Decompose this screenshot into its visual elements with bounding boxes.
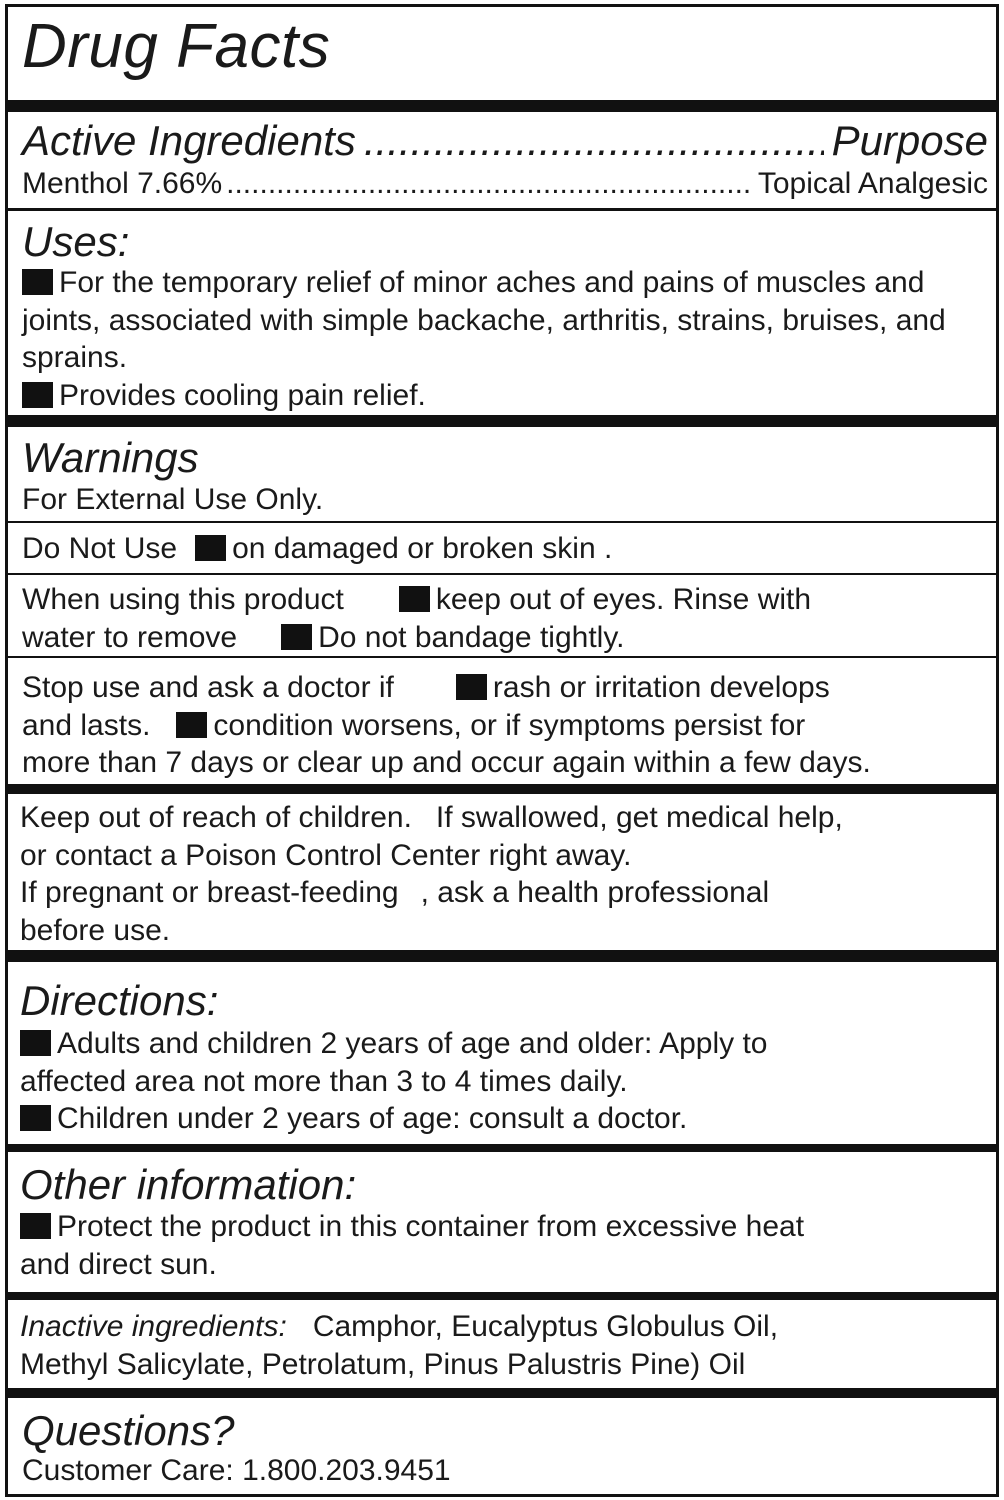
ingredient-name: Menthol 7.66%: [22, 167, 223, 200]
list-item: Protect the product in this container from excessive heat: [20, 1208, 988, 1246]
uses-heading: Uses:: [22, 218, 130, 265]
section-divider: [8, 1144, 996, 1152]
bullet-square-icon: [281, 624, 312, 650]
drug-facts-title: Drug Facts: [22, 12, 331, 81]
list-item: Provides cooling pain relief.: [22, 377, 988, 415]
external-use-text: For External Use Only.: [22, 483, 324, 516]
inactive-ingredients-text: Inactive ingredients: Camphor, Eucalyptus Globulus Oil, Methyl Salicylate, Petrolatum, Pinus Palustris Pine) Oil: [20, 1310, 779, 1381]
questions-heading: Questions?: [22, 1407, 235, 1454]
active-ingredients-heading: Active Ingredients: [22, 117, 356, 164]
active-ingredient-row: [22, 165, 988, 203]
directions-heading: Directions:: [20, 977, 219, 1024]
when-using-text: When using this product keep out of eyes. Rinse with water to remove Do not bandage tightly.: [22, 583, 812, 654]
section-divider: [8, 1388, 996, 1398]
bullet-square-icon: [20, 1030, 51, 1056]
bullet-square-icon: [22, 269, 53, 295]
purpose-heading: Purpose: [831, 117, 988, 164]
other-information-list: Protect the product in this container from excessive heat and direct sun.: [20, 1208, 988, 1283]
keep-out-section: [8, 794, 996, 950]
uses-list: [22, 264, 988, 414]
bullet-square-icon: [20, 1105, 51, 1131]
drug-facts-label: [5, 4, 999, 1497]
bullet-square-icon: [20, 1213, 51, 1239]
list-item: Adults and children 2 years of age and older: Apply to: [20, 1025, 988, 1063]
inactive-ingredients-section: [8, 1300, 996, 1388]
inactive-ingredients-label: Inactive ingredients:: [20, 1310, 287, 1343]
list-item: Children under 2 years of age: consult a doctor.: [20, 1100, 988, 1138]
do-not-use-row: [22, 530, 988, 568]
directions-list: Adults and children 2 years of age and older: Apply to affected area not more than 3 to 4 times daily. Children under 2 years of age: consult a doctor.: [20, 1025, 988, 1138]
section-divider: [8, 1292, 996, 1300]
uses-section: [8, 211, 996, 415]
keep-out-text: Keep out of reach of children. If swallowed, get medical help, or contact a Poison Control Center right away. If pregnant or breast-feeding , ask a health professional before use.: [20, 801, 843, 947]
questions-section: [8, 1398, 996, 1494]
when-using-section: [8, 575, 996, 656]
active-ingredients-section: [8, 112, 996, 208]
directions-section: [8, 962, 996, 1144]
when-using-label: When using this product: [22, 583, 344, 616]
ingredient-purpose: Topical Analgesic: [757, 167, 988, 200]
stop-use-text: Stop use and ask a doctor if rash or irritation develops and lasts. condition worsens, or if symptoms persist for more than 7 days or clear up and occur again within a few days.: [22, 671, 871, 779]
warnings-section: [8, 427, 996, 521]
active-heading-row: [22, 117, 988, 164]
stop-use-section: [8, 658, 996, 784]
leader-dots: [364, 120, 824, 162]
section-divider: [8, 950, 996, 962]
bullet-square-icon: [456, 674, 487, 700]
do-not-use-section: [8, 523, 996, 573]
list-item: For the temporary relief of minor aches and pains of muscles and joints, associated with simple backache, arthritis, strains, bruises, and sprains.: [22, 266, 946, 374]
bullet-square-icon: [22, 382, 53, 408]
customer-care-phone: Customer Care: 1.800.203.9451: [22, 1454, 451, 1487]
stop-use-label: Stop use and ask a doctor if: [22, 671, 394, 704]
warnings-heading: Warnings: [22, 434, 199, 481]
bullet-square-icon: [195, 535, 226, 561]
section-divider: [8, 100, 996, 112]
other-information-heading: Other information:: [20, 1161, 357, 1208]
title-section: [8, 7, 996, 100]
do-not-use-label: Do Not Use: [22, 532, 178, 565]
bullet-square-icon: [176, 712, 207, 738]
leader-dots: [226, 165, 754, 203]
section-divider: [8, 784, 996, 794]
section-divider: [8, 415, 996, 427]
do-not-use-item: on damaged or broken skin .: [232, 532, 613, 565]
other-information-section: [8, 1152, 996, 1292]
bullet-square-icon: [399, 586, 430, 612]
